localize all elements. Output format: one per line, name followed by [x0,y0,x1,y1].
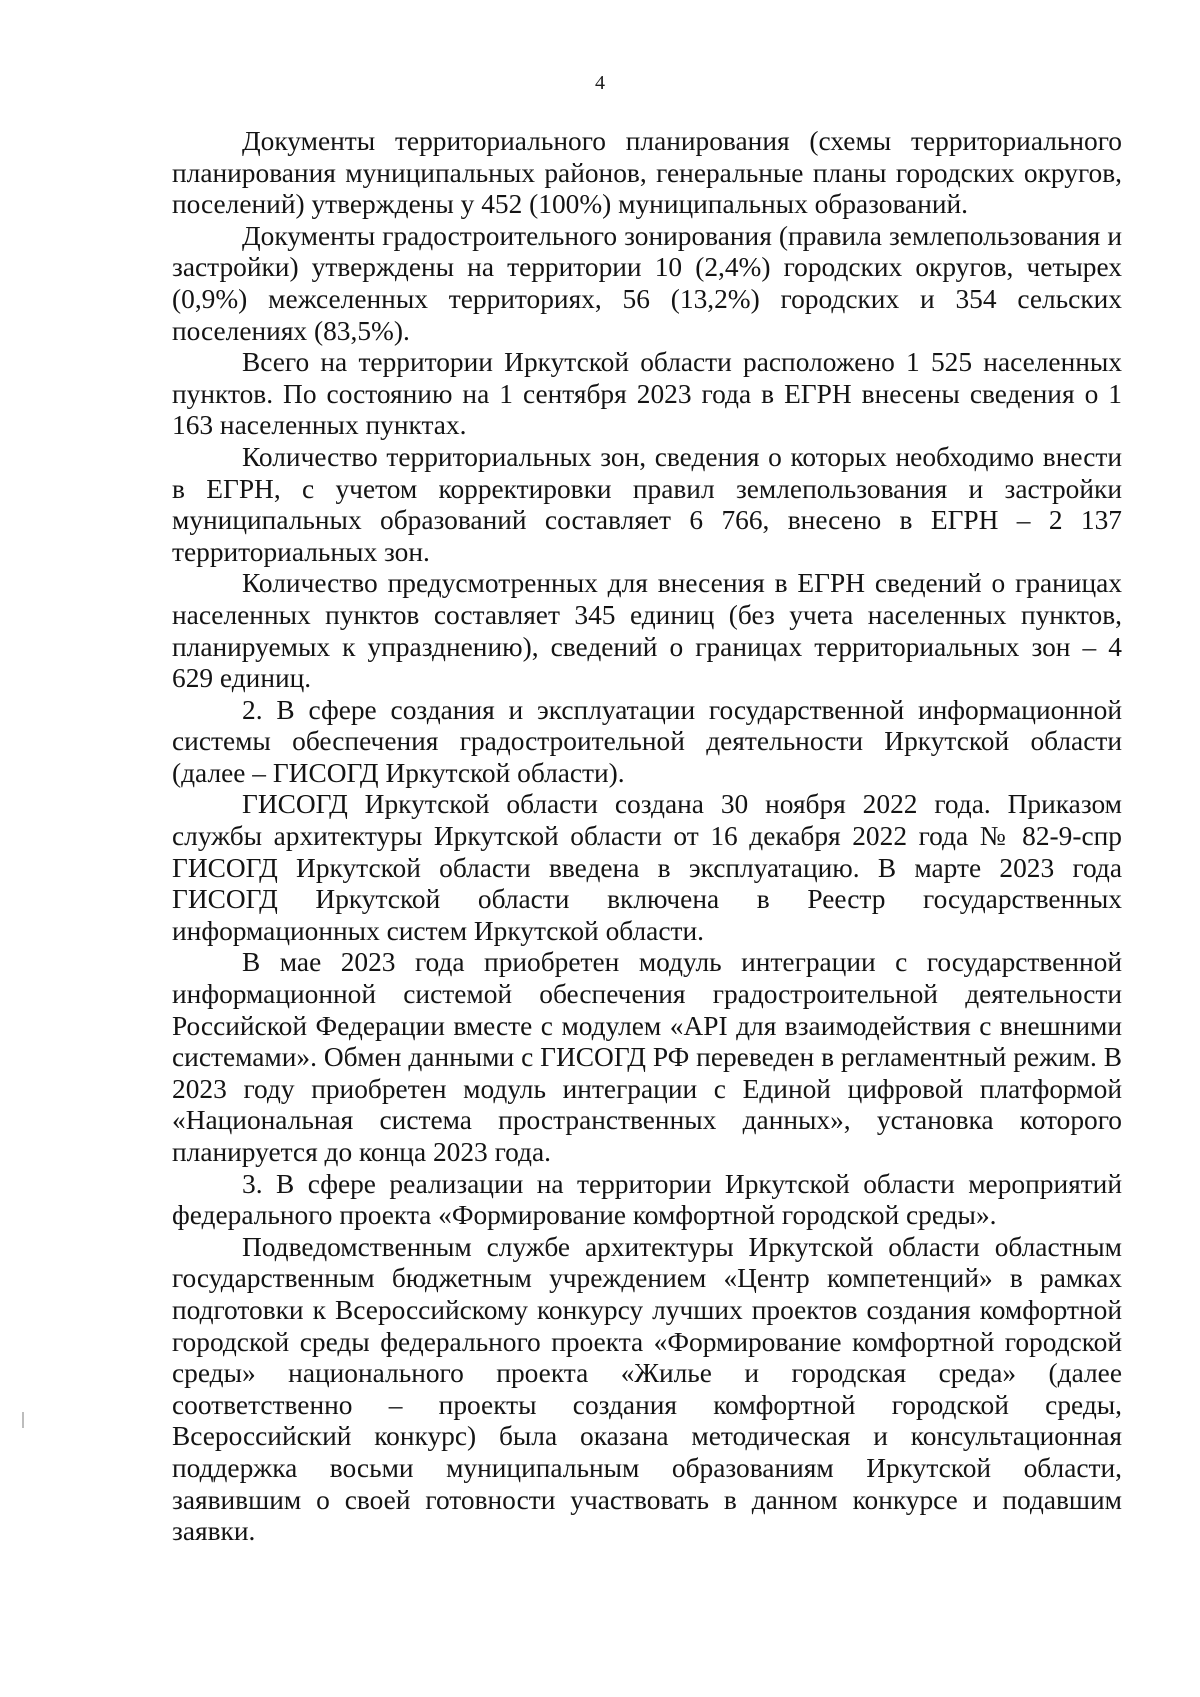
paragraph-integration-module: В мае 2023 года приобретен модуль интеграции с государственной информационной системой обеспечения градостроительной деятельности Российской Федерации вместе с модулем «API для взаимодействия с внешними системами». Обмен данными с ГИСОГД РФ переведен в регламентный режим. В 2023 году приобретен модуль интеграции с Единой цифровой платформой «Национальная система пространственных данных», установка которого планируется до конца 2023 года. [172,947,1122,1167]
paragraph-boundaries: Количество предусмотренных для внесения в ЕГРН сведений о границах населенных пунктов составляет 345 единиц (без учета населенных пунктов, планируемых к упразднению), сведений о границах территориальных зон – 4 629 единиц. [172,568,1122,694]
paragraph-section-3-heading: 3. В сфере реализации на территории Иркутской области мероприятий федерального проекта «Формирование комфортной городской среды». [172,1168,1122,1231]
paragraph-gisogd-creation: ГИСОГД Иркутской области создана 30 ноября 2022 года. Приказом службы архитектуры Иркутской области от 16 декабря 2022 года № 82-9-спр ГИСОГД Иркутской области введена в эксплуатацию. В марте 2023 года ГИСОГД Иркутской области включена в Реестр государственных информационных систем Иркутской области. [172,789,1122,946]
paragraph-zoning-documents: Документы градостроительного зонирования (правила землепользования и застройки) утверждены на территории 10 (2,4%) городских округов, четырех (0,9%) межселенных территориях, 56 (13,2%) городских и 354 сельских поселениях (83,5%). [172,220,1122,346]
paragraph-settlements-count: Всего на территории Иркутской области расположено 1 525 населенных пунктов. По состоянию на 1 сентября 2023 года в ЕГРН внесены сведения о 1 163 населенных пунктах. [172,347,1122,441]
scan-artifact [22,1412,24,1428]
paragraph-territorial-zones: Количество территориальных зон, сведения о которых необходимо внести в ЕГРН, с учетом корректировки правил землепользования и застройки муниципальных образований составляет 6 766, внесено в ЕГРН – 2 137 территориальных зон. [172,441,1122,567]
paragraph-planning-documents: Документы территориального планирования (схемы территориального планирования муниципальных районов, генеральные планы городских округов, поселений) утверждены у 452 (100%) муниципальных образований. [172,126,1122,220]
paragraph-section-2-heading: 2. В сфере создания и эксплуатации государственной информационной системы обеспечения градостроительной деятельности Иркутской области (далее – ГИСОГД Иркутской области). [172,694,1122,788]
page-number: 4 [595,72,605,94]
document-body [172,126,1122,1548]
paragraph-competence-center: Подведомственным службе архитектуры Иркутской области областным государственным бюджетным учреждением «Центр компетенций» в рамках подготовки к Всероссийскому конкурсу лучших проектов создания комфортной городской среды федерального проекта «Формирование комфортной городской среды» национального проекта «Жилье и городская среда» (далее соответственно – проекты создания комфортной городской среды, Всероссийский конкурс) была оказана методическая и консультационная поддержка восьми муниципальным образованиям Иркутской области, заявившим о своей готовности участвовать в данном конкурсе и подавшим заявки. [172,1231,1122,1547]
